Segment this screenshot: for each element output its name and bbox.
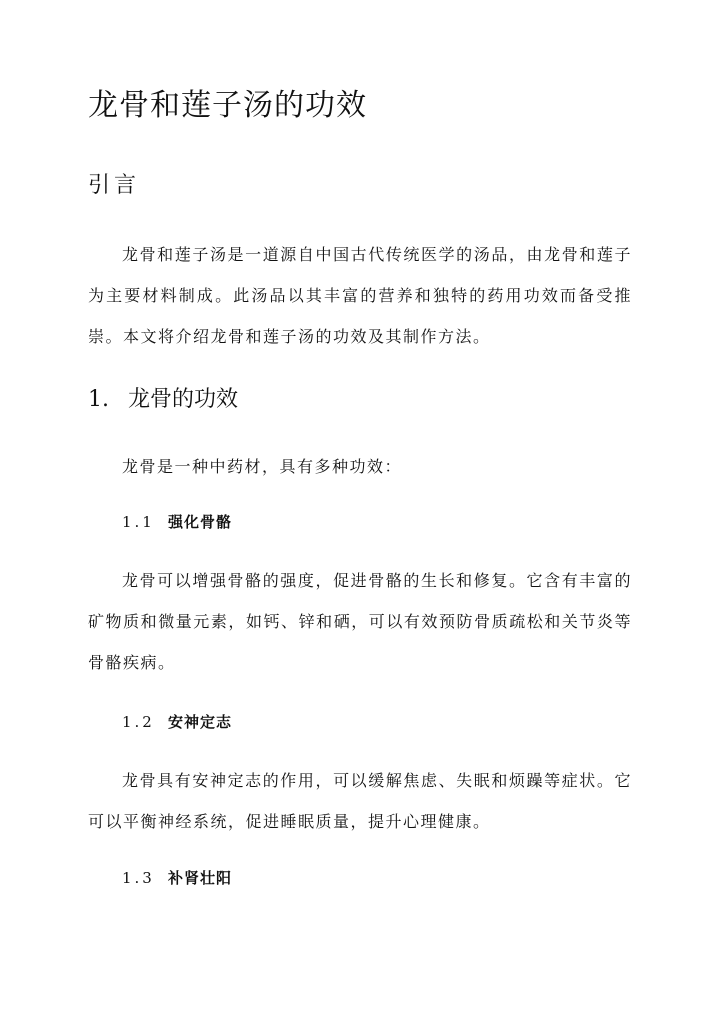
subsection-1-1-heading <box>122 510 232 534</box>
subsection-1-1-title: 强化骨骼 <box>168 513 233 531</box>
section-1-paragraph: 龙骨是一种中药材，具有多种功效： <box>122 457 403 476</box>
section-1-heading <box>88 384 238 416</box>
intro-heading: 引言 <box>88 173 141 198</box>
subsection-1-3-number: 1.3 <box>122 869 155 887</box>
section-1-number: 1. <box>88 387 109 412</box>
subsection-1-1-number: 1.1 <box>122 513 155 531</box>
subsection-1-3-title: 补肾壮阳 <box>168 869 233 887</box>
intro-paragraph: 龙骨和莲子汤是一道源自中国古代传统医学的汤品，由龙骨和莲子为主要材料制成。此汤品以其丰富的营养和独特的药用功效而备受推崇。本文将介绍龙骨和莲子汤的功效及其制作方法。 <box>88 245 632 346</box>
subsection-1-2-title: 安神定志 <box>168 713 233 731</box>
section-1-title: 龙骨的功效 <box>128 387 239 412</box>
subsection-1-2-number: 1.2 <box>122 713 155 731</box>
subsection-1-2-paragraph: 龙骨具有安神定志的作用，可以缓解焦虑、失眠和烦躁等症状。它可以平衡神经系统，促进睡眠质量，提升心理健康。 <box>88 771 632 831</box>
subsection-1-3-heading <box>122 866 232 890</box>
document-title: 龙骨和莲子汤的功效 <box>88 88 367 123</box>
subsection-1-2-heading <box>122 710 232 734</box>
subsection-1-1-paragraph: 龙骨可以增强骨骼的强度，促进骨骼的生长和修复。它含有丰富的矿物质和微量元素，如钙、锌和硒，可以有效预防骨质疏松和关节炎等骨骼疾病。 <box>88 571 632 672</box>
